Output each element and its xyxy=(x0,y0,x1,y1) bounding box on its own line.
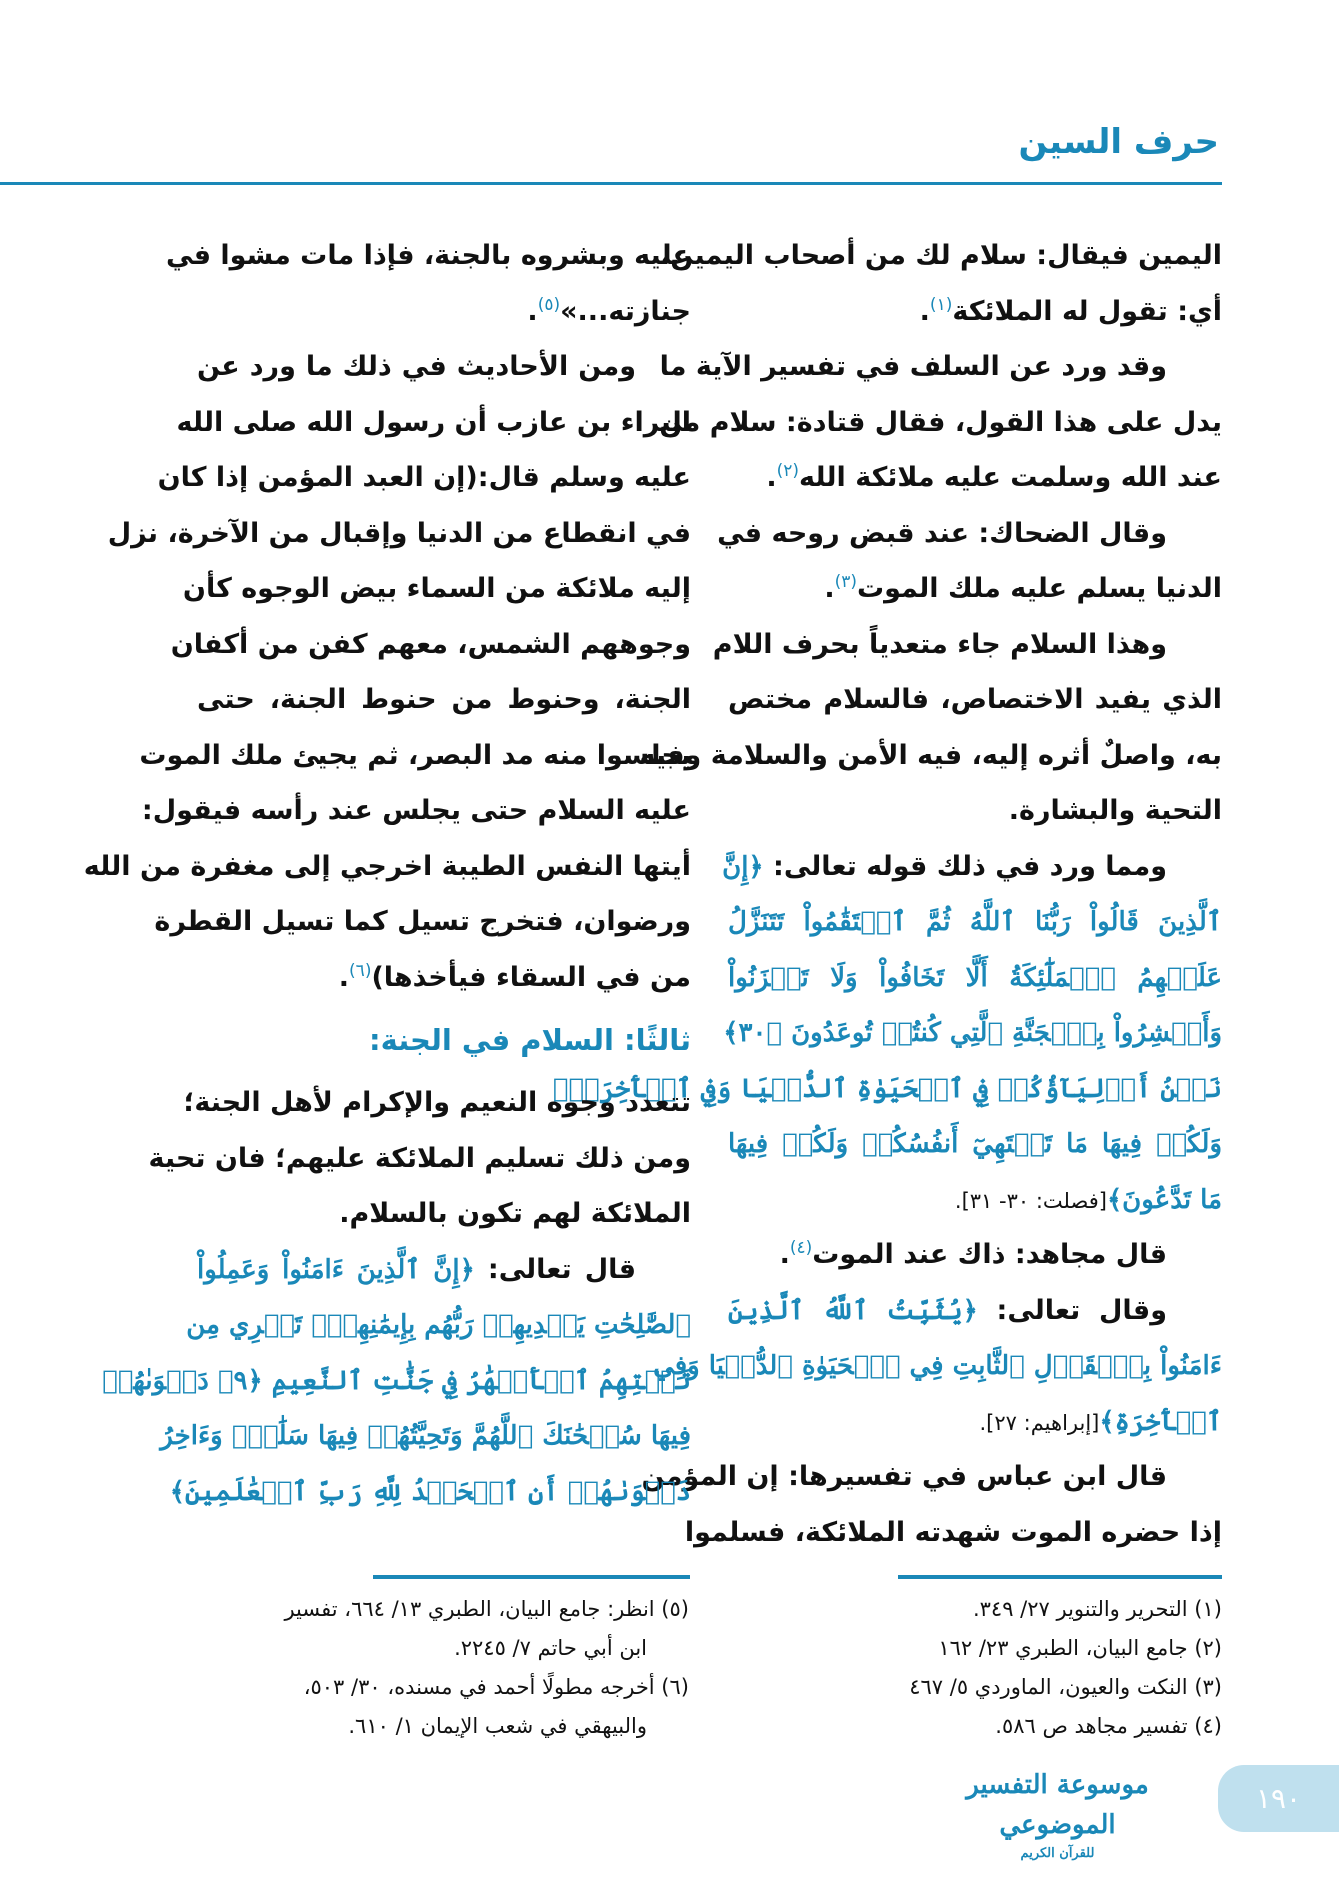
quran-verse: دَعۡوَىٰهُمۡ أَنِ ٱلۡحَمۡدُ لِلَّهِ رَبِّ ٱلۡعَٰلَمِينَ﴾ xyxy=(169,1476,691,1507)
footnote-marker[interactable]: (٤) xyxy=(789,1238,813,1258)
quran-verse: مَا تَدَّعُونَ﴾ xyxy=(1106,1184,1222,1215)
footnote-marker[interactable]: (٣) xyxy=(834,572,857,592)
body-text: تتعدد وجوه النعيم والإكرام لأهل الجنة؛ xyxy=(183,1087,691,1118)
body-text: عليه وسلم قال: xyxy=(477,462,691,493)
logo-subtitle: للقرآن الكريم xyxy=(1020,1846,1095,1861)
quran-verse: ﴿يُثَبِّتُ ٱللَّهُ ٱلَّذِينَ xyxy=(728,1295,978,1326)
quran-verse: ٱلصَّٰلِحَٰتِ يَهۡدِيهِمۡ رَبُّهُم بِإِيمَٰنِهِمۡۖ تَجۡرِي مِن xyxy=(186,1310,691,1340)
body-text: وقال تعالى: xyxy=(977,1294,1167,1326)
body-text: ومن ذلك تسليم الملائكة عليهم؛ فان تحية xyxy=(148,1142,691,1174)
footnote: (٢) جامع البيان، الطبري ٢٣/ ١٦٢ xyxy=(938,1636,1222,1660)
body-text: . xyxy=(779,1239,790,1270)
footnotes-left xyxy=(189,1590,689,1746)
body-text: . xyxy=(919,295,930,327)
running-header-title: حرف السين xyxy=(1018,122,1219,162)
body-text: به، واصلٌ أثره إليه، فيه الأمن والسلامة وفيه xyxy=(639,739,1222,771)
text-line xyxy=(728,672,1222,728)
text-line xyxy=(197,672,691,728)
body-text: ومما ورد في ذلك قوله تعالى: xyxy=(763,850,1167,882)
body-text: البراء بن عازب أن رسول الله صلى الله xyxy=(176,406,691,438)
footnote-rule-left xyxy=(373,1575,690,1579)
body-text: الملائكة لهم تكون بالسلام. xyxy=(339,1198,691,1229)
page-number: ١٩٠ xyxy=(1218,1765,1339,1832)
text-line xyxy=(197,1186,691,1242)
text-line xyxy=(170,617,691,673)
body-text: أي: تقول له الملائكة xyxy=(952,295,1222,327)
text-line xyxy=(712,617,1222,673)
body-text: . xyxy=(527,295,538,327)
text-line xyxy=(141,783,691,839)
text-line xyxy=(728,1283,1222,1339)
footnote-marker[interactable]: (٢) xyxy=(776,461,800,481)
text-line xyxy=(653,1338,1222,1394)
text-line xyxy=(684,1505,1222,1561)
text-line xyxy=(552,1061,1222,1117)
text-line xyxy=(176,395,691,451)
hadith-text: إليه ملائكة من السماء بيض الوجوه كأن xyxy=(182,573,691,604)
footnote-marker[interactable]: (١) xyxy=(929,294,953,315)
body-text: التحية والبشارة. xyxy=(1008,795,1222,826)
hadith-text: وجوههم الشمس، معهم كفن من أكفان xyxy=(170,628,691,660)
quran-verse: ﴿إِنَّ ٱلَّذِينَ ءَامَنُواْ وَعَمِلُواْ xyxy=(197,1254,475,1285)
body-text: يدل على هذا القول، فقال قتادة: سلام من xyxy=(659,406,1222,438)
text-line xyxy=(728,894,1222,950)
quran-verse: فِيهَا سُبۡحَٰنَكَ ٱللَّهُمَّ وَتَحِيَّتُهُمۡ فِيهَا سَلَٰمٞۚ وَءَاخِرُ xyxy=(160,1421,691,1451)
text-line xyxy=(728,561,1222,617)
verse-reference: [إبراهيم: ٢٧]. xyxy=(979,1410,1100,1435)
body-text: قال تعالى: xyxy=(474,1253,636,1285)
body-text: . xyxy=(766,462,777,493)
quran-verse: ٱلَّذِينَ قَالُواْ رَبُّنَا ٱللَّهُ ثُمَّ ٱسۡتَقَٰمُواْ تَتَنَزَّلُ xyxy=(728,907,1222,937)
quran-verse: وَأَبۡشِرُواْ بِٱلۡجَنَّةِ ٱلَّتِي كُنتُمۡ تُوعَدُونَ ﴿٣٠﴾ xyxy=(723,1018,1222,1048)
hadith-text: ورضوان، فتخرج تسيل كما تسيل القطرة xyxy=(154,906,691,937)
footnote-rule-right xyxy=(898,1575,1222,1579)
body-text: . xyxy=(824,573,835,604)
encyclopedia-logo xyxy=(935,1765,1180,1861)
text-line xyxy=(728,1116,1222,1172)
footnote: (٦) أخرجه مطولًا أحمد في مسنده، ٣٠/ ٥٠٣، xyxy=(303,1675,689,1699)
body-text: . xyxy=(338,961,350,993)
header-rule xyxy=(0,182,1222,185)
body-text: الذي يفيد الاختصاص، فالسلام مختص xyxy=(728,684,1222,715)
text-line xyxy=(723,1005,1222,1061)
text-line xyxy=(157,450,691,506)
body-text: ثالثًا: السلام في الجنة: xyxy=(369,1023,691,1057)
quran-verse: عَلَيۡهِمُ ٱلۡمَلَٰٓئِكَةُ أَلَّا تَخَافُواْ وَلَا تَحۡزَنُواْ xyxy=(728,962,1222,993)
quran-verse: ٱلۡأٓخِرَةِ﴾ xyxy=(1099,1406,1222,1437)
text-line xyxy=(83,839,691,895)
text-line xyxy=(722,839,1222,895)
text-line xyxy=(169,1464,691,1520)
text-line xyxy=(728,1227,1222,1283)
body-text: جنازته...» xyxy=(560,295,691,327)
body-text: وهذا السلام جاء متعدياً بحرف اللام xyxy=(712,628,1167,660)
logo-title: موسوعة التفسير الموضوعي xyxy=(966,1770,1149,1840)
hadith-text: أيتها النفس الطيبة اخرجي إلى مغفرة من الله xyxy=(83,850,691,882)
body-text: ومن الأحاديث في ذلك ما ورد عن xyxy=(197,351,636,382)
text-line xyxy=(659,228,1222,284)
body-text: عليه وبشروه بالجنة، فإذا مات مشوا في xyxy=(166,240,691,271)
hadith-text: الجنة، وحنوط من حنوط الجنة، حتى xyxy=(197,684,691,715)
text-line xyxy=(639,728,1222,784)
body-text: عند الله وسلمت عليه ملائكة الله xyxy=(799,462,1222,493)
text-line xyxy=(197,339,691,395)
text-line xyxy=(728,950,1222,1006)
quran-verse: تَحۡتِهِمُ ٱلۡأَنۡهَٰرُ فِي جَنَّٰتِ ٱلنَّعِيمِ ﴿٩﴾ دَعۡوَىٰهُمۡ xyxy=(102,1365,691,1396)
text-line xyxy=(139,728,691,784)
body-text: اليمين فيقال: سلام لك من أصحاب اليمين، xyxy=(659,240,1222,271)
text-line xyxy=(728,1172,1222,1228)
footnote: (٥) انظر: جامع البيان، الطبري ١٣/ ٦٦٤، تفسير xyxy=(284,1597,689,1621)
text-line xyxy=(197,950,691,1006)
quran-verse: ﴿إِنَّ xyxy=(722,851,764,882)
footnote: والبيهقي في شعب الإيمان ١/ ٦١٠. xyxy=(348,1714,647,1738)
text-line xyxy=(102,1353,691,1409)
text-line xyxy=(107,506,691,562)
footnote-marker[interactable]: (٥) xyxy=(537,294,561,315)
footnote-marker[interactable]: (٦) xyxy=(349,960,372,981)
text-line xyxy=(154,894,691,950)
body-text: قال مجاهد: ذاك عند الموت xyxy=(812,1239,1167,1270)
body-text: وقد ورد عن السلف في تفسير الآية ما xyxy=(659,351,1167,382)
footnote: ابن أبي حاتم ٧/ ٢٢٤٥. xyxy=(454,1636,647,1660)
verse-reference: [فصلت: ٣٠- ٣١]. xyxy=(954,1188,1107,1213)
footnote: (٤) تفسير مجاهد ص ٥٨٦. xyxy=(995,1714,1222,1738)
left-text-column xyxy=(83,228,691,1519)
footnote: (١) التحرير والتنوير ٢٧/ ٣٤٩. xyxy=(972,1597,1222,1621)
hadith-text: من في السقاء فيأخذها) xyxy=(371,961,691,993)
text-line xyxy=(728,284,1222,340)
hadith-text: عليه السلام حتى يجلس عند رأسه فيقول: xyxy=(141,795,691,826)
body-text: وقال الضحاك: عند قبض روحه في xyxy=(717,517,1167,549)
text-line xyxy=(728,783,1222,839)
quran-verse: نَحۡنُ أَوۡلِيَآؤُكُمۡ فِي ٱلۡحَيَوٰةِ ٱلدُّنۡيَا وَفِي ٱلۡأٓخِرَةِۖ xyxy=(552,1073,1222,1104)
hadith-text: في انقطاع من الدنيا وإقبال من الآخرة، نزل xyxy=(107,517,691,549)
footnotes-right xyxy=(702,1590,1222,1746)
text-line xyxy=(728,1394,1222,1450)
text-line xyxy=(197,1242,691,1298)
text-line xyxy=(659,395,1222,451)
body-text: قال ابن عباس في تفسيرها: إن المؤمن xyxy=(641,1461,1167,1492)
section-heading xyxy=(197,1005,691,1075)
footnote: (٣) النكت والعيون، الماوردي ٥/ ٤٦٧ xyxy=(909,1675,1222,1699)
text-line xyxy=(182,561,691,617)
hadith-text: (إن العبد المؤمن إذا كان xyxy=(157,462,478,493)
text-line xyxy=(186,1297,691,1353)
hadith-text: يجلسوا منه مد البصر، ثم يجيئ ملك الموت xyxy=(139,739,691,771)
text-line xyxy=(641,1449,1222,1505)
text-line xyxy=(197,284,691,340)
body-text: إذا حضره الموت شهدته الملائكة، فسلموا xyxy=(684,1516,1222,1548)
text-line xyxy=(659,339,1222,395)
text-line xyxy=(183,1075,691,1131)
text-line xyxy=(148,1131,691,1187)
text-line xyxy=(166,228,691,284)
text-line xyxy=(160,1408,691,1464)
text-line xyxy=(728,450,1222,506)
quran-verse: وَلَكُمۡ فِيهَا مَا تَشۡتَهِيٓ أَنفُسُكُمۡ وَلَكُمۡ فِيهَا xyxy=(728,1129,1222,1159)
body-text: الدنيا يسلم عليه ملك الموت xyxy=(857,573,1222,604)
text-line xyxy=(717,506,1222,562)
quran-verse: ءَامَنُواْ بِٱلۡقَوۡلِ ٱلثَّابِتِ فِي ٱلۡحَيَوٰةِ ٱلدُّنۡيَا وَفِي xyxy=(653,1351,1222,1381)
